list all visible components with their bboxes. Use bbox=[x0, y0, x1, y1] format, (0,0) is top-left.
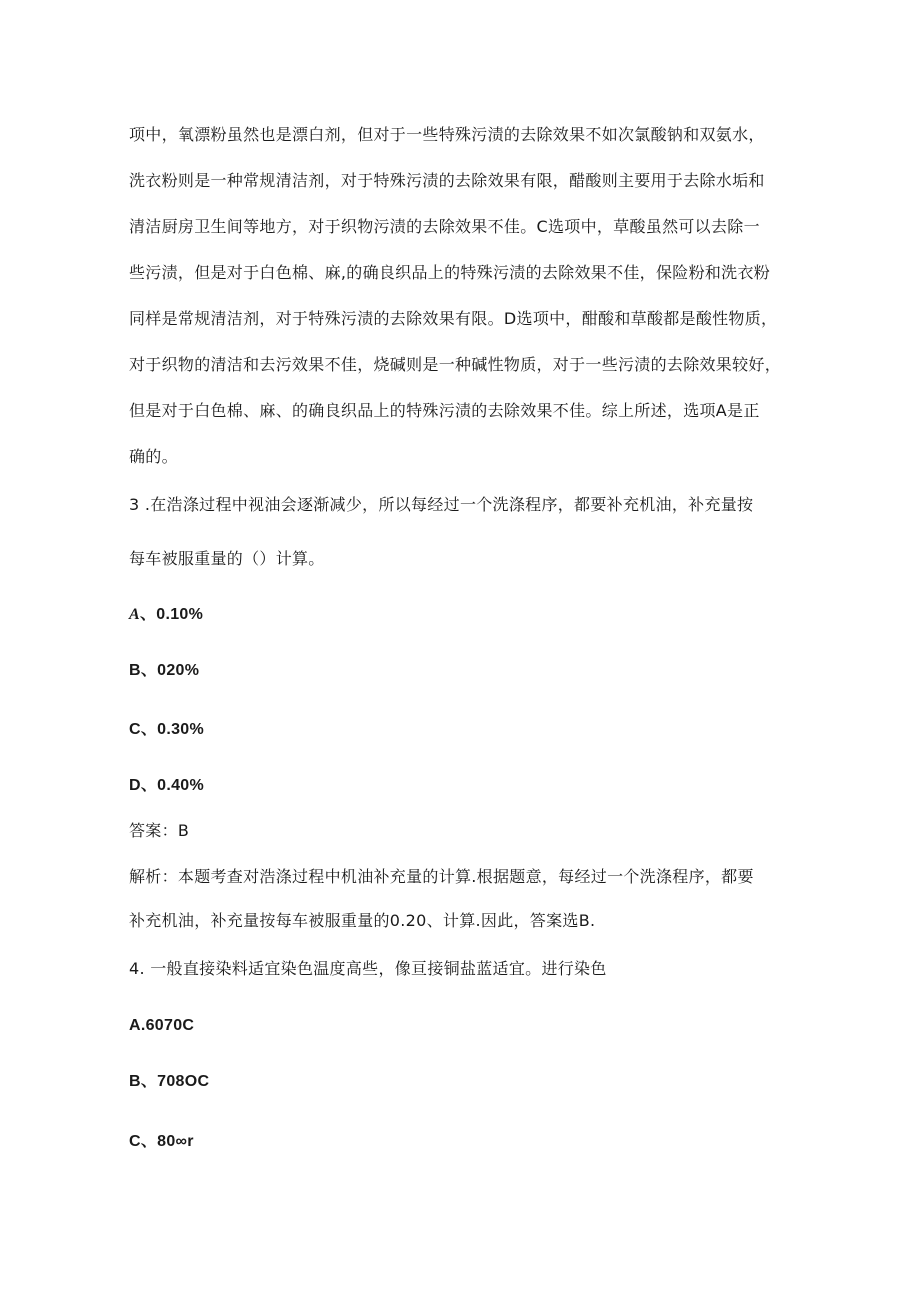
explanation-line-6: 对于织物的清洁和去污效果不佳，烧碱则是一种碱性物质，对于一些污渍的去除效果较好， bbox=[129, 355, 782, 374]
question-4-stem: 4. 一般直接染料适宜染色温度高些，像亘接铜盐蓝适宜。进行染色 bbox=[129, 959, 607, 978]
explanation-line-3: 清洁厨房卫生间等地方，对于织物污渍的去除效果不佳。C选项中，草酸虽然可以去除一 bbox=[129, 217, 760, 236]
option-a-letter: A bbox=[129, 606, 140, 623]
question-3-stem-line-1: 3 .在浩涤过程中视油会逐渐减少，所以每经过一个洗涤程序，都要补充机油，补充量按 bbox=[129, 495, 754, 514]
question-3-option-a bbox=[129, 604, 203, 626]
question-3-option-d: D、0.40% bbox=[129, 777, 205, 794]
question-3-answer: 答案：B bbox=[129, 821, 190, 840]
question-3-option-c: C、0.30% bbox=[129, 721, 205, 738]
question-4-option-a: A.6070C bbox=[129, 1017, 195, 1034]
option-a-text: 、0.10% bbox=[139, 606, 204, 623]
explanation-line-2: 洗衣粉则是一种常规清洁剂，对于特殊污渍的去除效果有限，醋酸则主要用于去除水垢和 bbox=[129, 171, 765, 190]
explanation-line-5: 同样是常规清洁剂，对于特殊污渍的去除效果有限。D选项中，酣酸和草酸都是酸性物质， bbox=[129, 309, 778, 328]
question-4-option-b: B、708OC bbox=[129, 1073, 210, 1090]
question-3-analysis-line-2: 补充机油，补充量按每车被服重量的0.20、计算.因此，答案选B. bbox=[129, 911, 596, 930]
question-3-stem-line-2: 每车被服重量的（）计算。 bbox=[129, 549, 325, 568]
explanation-line-7: 但是对于白色棉、麻、的确良织品上的特殊污渍的去除效果不佳。综上所述，选项A是正 bbox=[129, 401, 760, 420]
question-3-analysis-line-1: 解析：本题考查对浩涤过程中机油补充量的计算.根据题意，每经过一个洗涤程序，都要 bbox=[129, 867, 754, 886]
explanation-line-1: 项中，氧漂粉虽然也是漂白剂，但对于一些特殊污渍的去除效果不如次氯酸钠和双氨水， bbox=[129, 125, 765, 144]
question-3-option-b: B、020% bbox=[129, 662, 200, 679]
explanation-line-8: 确的。 bbox=[129, 447, 178, 466]
explanation-line-4: 些污渍，但是对于白色棉、麻,的确良织品上的特殊污渍的去除效果不佳，保险粉和洗衣粉 bbox=[129, 263, 771, 282]
question-4-option-c: C、80∞r bbox=[129, 1133, 194, 1150]
